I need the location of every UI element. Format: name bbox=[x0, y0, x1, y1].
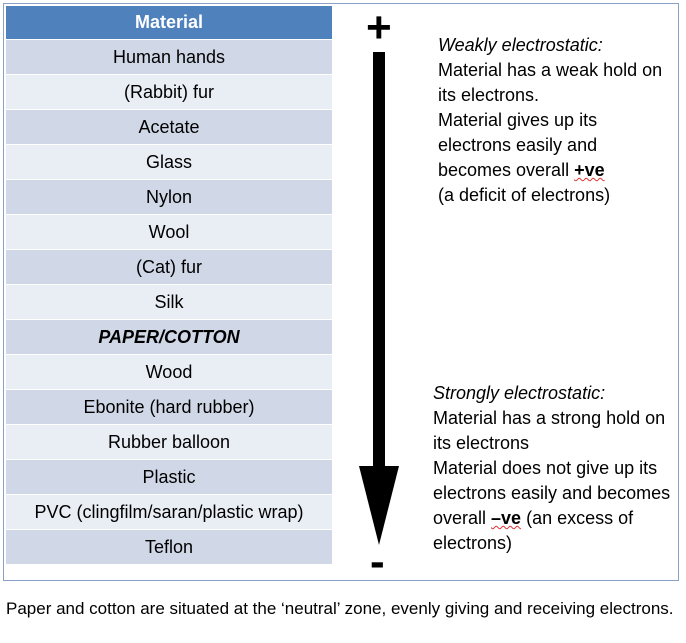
table-row: Plastic bbox=[6, 460, 333, 495]
table-row: (Rabbit) fur bbox=[6, 75, 333, 110]
strong-note-line2 bbox=[433, 456, 673, 556]
table-row: Rubber balloon bbox=[6, 425, 333, 460]
weak-note-heading: Weakly electrostatic: bbox=[438, 35, 603, 55]
table-row: Silk bbox=[6, 285, 333, 320]
table-row: Ebonite (hard rubber) bbox=[6, 390, 333, 425]
caption: Paper and cotton are situated at the ‘neutral’ zone, evenly giving and receiving electrons. bbox=[6, 599, 674, 618]
table-row: PVC (clingfilm/saran/plastic wrap) bbox=[6, 495, 333, 530]
weakly-electrostatic-note bbox=[438, 33, 673, 208]
weak-note-text: Material gives up its electrons easily and becomes overall bbox=[438, 110, 598, 180]
positive-charge-label: +ve bbox=[574, 160, 605, 180]
table-row: Teflon bbox=[6, 530, 333, 565]
strong-note-heading: Strongly electrostatic: bbox=[433, 383, 606, 403]
strong-note-line3: (an excess of electrons) bbox=[433, 508, 634, 553]
table-row: (Cat) fur bbox=[6, 250, 333, 285]
table-row: Acetate bbox=[6, 110, 333, 145]
table-row-neutral: PAPER/COTTON bbox=[6, 320, 333, 355]
table-row: Glass bbox=[6, 145, 333, 180]
weak-note-line3: (a deficit of electrons) bbox=[438, 185, 611, 205]
strong-note-line1: Material has a strong hold on its electrons bbox=[433, 408, 666, 453]
weak-note-line2 bbox=[438, 108, 673, 183]
negative-sign: - bbox=[370, 537, 385, 586]
table-row: Nylon bbox=[6, 180, 333, 215]
table-row: Human hands bbox=[6, 40, 333, 75]
negative-charge-label: –ve bbox=[491, 508, 522, 528]
table-row: Wood bbox=[6, 355, 333, 390]
table-row: Wool bbox=[6, 215, 333, 250]
triboelectric-series-table bbox=[5, 5, 333, 565]
down-arrow-icon bbox=[355, 48, 405, 548]
strongly-electrostatic-note bbox=[433, 381, 673, 556]
strong-note-text: Material does not give up its electrons easily and becomes overall bbox=[433, 458, 671, 528]
table-header-material: Material bbox=[6, 6, 333, 40]
weak-note-line1: Material has a weak hold on its electrons. bbox=[438, 60, 663, 105]
positive-sign: + bbox=[366, 3, 392, 52]
